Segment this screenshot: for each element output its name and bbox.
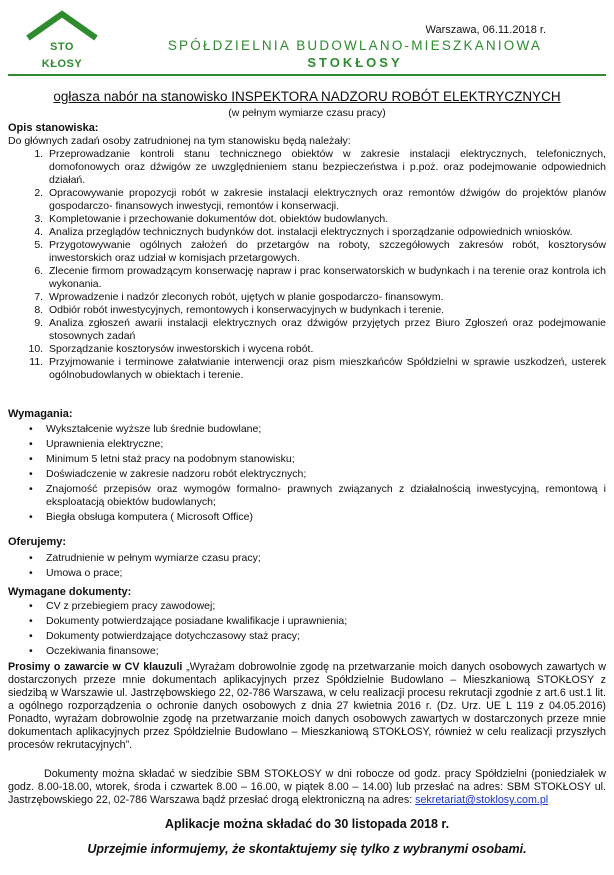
- list-item: [29, 438, 606, 451]
- list-item: 6. Zlecenie firmom prowadzącym konserwację napraw i prac konserwatorskich w budynkach i na terenie oraz kontrola ich wykonania.: [46, 265, 606, 291]
- list-item-text: Oczekiwania finansowe;: [46, 645, 159, 657]
- bullet-icon: •: [29, 630, 33, 642]
- bullet-icon: •: [29, 600, 33, 612]
- list-item-text: Umowa o prace;: [46, 567, 123, 579]
- document-date: Warszawa, 06.11.2018 r.: [425, 24, 546, 36]
- job-subtitle: (w pełnym wymiarze czasu pracy): [228, 107, 386, 119]
- list-item: 10. Sporządzanie kosztorysów inwestorskich i wycena robót.: [46, 343, 606, 356]
- bullet-icon: •: [29, 645, 33, 657]
- list-item-text: Znajomość przepisów oraz wymogów formalno- prawnych związanych z działalnością inwestycyjną, remontową i eksploatacją obiektów budowlanych;: [46, 483, 606, 508]
- duties-section: [8, 122, 606, 382]
- documents-section: [8, 586, 606, 660]
- consent-text: „Wyrażam dobrowolnie zgodę na przetwarzanie moich danych osobowych zawartych w dostarczonych przeze mnie dokumentach aplikacyjnych przez Spółdzielnie Budowlano – Mieszkaniową STOKŁOSY z siedzibą w Warszawie ul. Jastrzębowskiego 22, 02-786 Warszawa, w celu realizacji procesu rekrutacji zgodnie z art.6 ust.1 lit. a ogólnego rozporządzenia o ochronie danych osobowych z dnia 27 kwietnia 2016 r. (Dz. Urz. UE L 119 z 04.05.2016) Ponadto, wyrażam dobrowolnie zgodę na przetwarzanie moich danych osobowych zawartych w dostarczonych przeze mnie dokumentach aplikacyjnych przez Spółdzielnie Budowlano – Mieszkaniową STOKŁOSY, również w celu realizacji przyszłych procesów rekrutacyjnych”.: [8, 661, 606, 751]
- organization-name: SPÓŁDZIELNIA BUDOWLANO-MIESZKANIOWA: [167, 38, 543, 53]
- bullet-icon: •: [29, 423, 33, 435]
- bullet-icon: •: [29, 453, 33, 465]
- list-item: 1. Przeprowadzanie kontroli stanu technicznego obiektów w zakresie instalacji elektrycznych, telefonicznych, domofonowych oraz dźwigów ze uwzględnieniem stanu bezpieczeństwa i p.poż. oraz podejmowanie odpowiednich działań.: [46, 148, 606, 187]
- submission-info: [8, 768, 606, 807]
- consent-clause: [8, 661, 606, 752]
- list-item: [29, 468, 606, 481]
- list-item: [29, 630, 606, 643]
- logo-text-line1: STO: [50, 41, 74, 53]
- list-item-text: Zatrudnienie w pełnym wymiarze czasu pracy;: [46, 552, 261, 564]
- list-item: 7. Wprowadzenie i nadzór zleconych robót, ujętych w planie gospodarczo- finansowym.: [46, 291, 606, 304]
- bullet-icon: •: [29, 483, 33, 495]
- list-item: [29, 615, 606, 628]
- list-item-text: Minimum 5 letni staż pracy na podobnym stanowisku;: [46, 453, 295, 465]
- bullet-icon: •: [29, 511, 33, 523]
- list-item: 4. Analiza przeglądów technicznych budynków dot. instalacji elektrycznych i sporządzanie odpowiednich wniosków.: [46, 226, 606, 239]
- list-item: [29, 552, 606, 565]
- list-item-text: Uprawnienia elektryczne;: [46, 438, 164, 450]
- list-item: [29, 600, 606, 613]
- cooperative-logo: [22, 8, 102, 68]
- requirements-section: [8, 408, 606, 526]
- duties-heading: Opis stanowiska:: [8, 122, 99, 134]
- list-item: [29, 483, 606, 509]
- offer-section: [8, 536, 606, 582]
- bullet-icon: •: [29, 468, 33, 480]
- offer-list: [8, 552, 606, 580]
- submission-text: Dokumenty można składać w siedzibie SBM STOKŁOSY w dni robocze od godz. pracy Spółdzielni (poniedziałek w godz. 8.00-18.00, wtorek, środa i czwartek 8.00 – 16.00, w piątek 8.00 – 14.00) lub przesłać na adres: SBM STOKŁOSY ul. Jastrzębowskiego 22, 02-786 Warszawa bądź przesłać drogą elektroniczną na adres:: [8, 768, 606, 806]
- requirements-list: [8, 423, 606, 524]
- organization-brand: STOKŁOSY: [307, 55, 403, 70]
- list-item-text: Dokumenty potwierdzające dotychczasowy staż pracy;: [46, 630, 300, 642]
- list-item-text: Biegła obsługa komputera ( Microsoft Office): [46, 511, 253, 523]
- list-item: 8. Odbiór robót inwestycyjnych, remontowych i konserwacyjnych w budynkach i terenie.: [46, 304, 606, 317]
- documents-list: [8, 600, 606, 658]
- bullet-icon: •: [29, 438, 33, 450]
- job-title-text: ogłasza nabór na stanowisko INSPEKTORA NADZORU ROBÓT ELEKTRYCZNYCH: [53, 89, 561, 104]
- list-item: [29, 423, 606, 436]
- duties-list: [8, 148, 606, 382]
- list-item: [29, 453, 606, 466]
- job-title: [0, 89, 614, 104]
- logo-text-line2: KŁOSY: [41, 58, 83, 70]
- duties-intro: Do głównych zadań osoby zatrudnionej na tym stanowisku będą należały:: [8, 135, 351, 147]
- list-item: [29, 567, 606, 580]
- list-item: 5. Przygotowywanie ogólnych założeń do przetargów na roboty, szczegółowych zakresów robót, kosztorysów inwestorskich oraz udział w komisjach przetargowych.: [46, 239, 606, 265]
- list-item: 2. Opracowywanie propozycji robót w zakresie instalacji elektrycznych oraz remontów dźwigów do projektów planów gospodarczo- finansowych inwestycji, remontów i konserwacji.: [46, 187, 606, 213]
- closing-note: Uprzejmie informujemy, że skontaktujemy się tylko z wybranymi osobami.: [87, 842, 527, 856]
- header-divider: [8, 74, 606, 76]
- requirements-heading: Wymagania:: [8, 408, 73, 420]
- application-deadline: Aplikacje można składać do 30 listopada 2018 r.: [164, 817, 450, 831]
- list-item: 3. Kompletowanie i przechowanie dokumentów dot. obiektów budowlanych.: [46, 213, 606, 226]
- list-item: 9. Analiza zgłoszeń awarii instalacji elektrycznych oraz dźwigów przyjętych przez Biuro Zgłoszeń oraz podejmowanie stosownych zadań: [46, 317, 606, 343]
- bullet-icon: •: [29, 615, 33, 627]
- bullet-icon: •: [29, 567, 33, 579]
- consent-lead: Prosimy o zawarcie w CV klauzuli: [8, 661, 183, 673]
- list-item-text: Dokumenty potwierdzające posiadane kwalifikacje i uprawnienia;: [46, 615, 348, 627]
- offer-heading: Oferujemy:: [8, 536, 67, 548]
- bullet-icon: •: [29, 552, 33, 564]
- list-item-text: Doświadczenie w zakresie nadzoru robót elektrycznych;: [46, 468, 307, 480]
- list-item: [29, 511, 606, 524]
- email-link[interactable]: sekretariat@stoklosy.com.pl: [415, 794, 549, 806]
- list-item-text: CV z przebiegiem pracy zawodowej;: [46, 600, 216, 612]
- list-item: [29, 645, 606, 658]
- list-item-text: Wykształcenie wyższe lub średnie budowlane;: [46, 423, 262, 435]
- documents-heading: Wymagane dokumenty:: [8, 586, 132, 598]
- list-item: 11. Przyjmowanie i terminowe załatwianie interwencji oraz pism mieszkańców Spółdzielni w sprawie uszkodzeń, usterek ogólnobudowlanych w obiektach i terenie.: [46, 356, 606, 382]
